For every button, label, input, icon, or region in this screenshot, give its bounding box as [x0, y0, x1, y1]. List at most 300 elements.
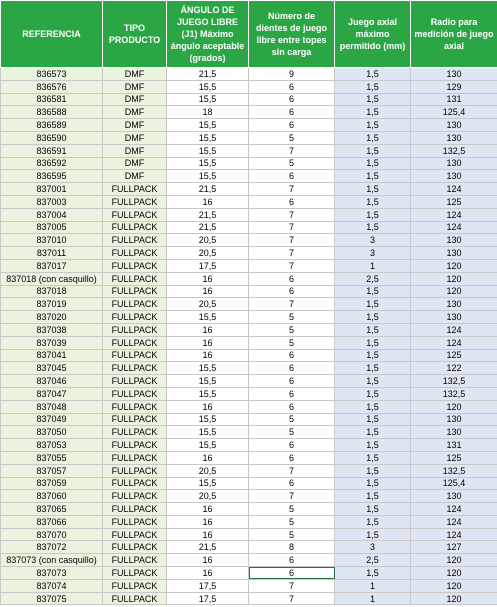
juego-axial-cell[interactable]: 1,5 — [335, 426, 411, 439]
radio-cell[interactable]: 130 — [411, 490, 497, 503]
tipo-producto-cell[interactable]: FULLPACK — [103, 285, 167, 298]
tipo-producto-cell[interactable]: FULLPACK — [103, 541, 167, 554]
juego-axial-cell[interactable]: 1,5 — [335, 157, 411, 170]
radio-cell[interactable]: 130 — [411, 170, 497, 183]
radio-cell[interactable]: 132,5 — [411, 144, 497, 157]
tipo-producto-cell[interactable]: FULLPACK — [103, 195, 167, 208]
angulo-cell[interactable]: 16 — [167, 451, 249, 464]
juego-axial-cell[interactable]: 1,5 — [335, 68, 411, 81]
tipo-producto-cell[interactable]: DMF — [103, 93, 167, 106]
dientes-cell[interactable]: 5 — [249, 311, 335, 324]
table-row — [1, 490, 497, 503]
juego-axial-cell[interactable]: 1,5 — [335, 311, 411, 324]
header-juego-axial[interactable]: Juego axial máximo permitido (mm) — [335, 1, 411, 68]
table-row — [1, 208, 497, 221]
tipo-producto-cell[interactable]: FULLPACK — [103, 183, 167, 196]
referencia-cell[interactable]: 836591 — [1, 144, 103, 157]
table-row — [1, 106, 497, 119]
dientes-cell[interactable]: 6 — [249, 106, 335, 119]
referencia-cell[interactable]: 837017 — [1, 259, 103, 272]
dientes-cell[interactable]: 5 — [249, 336, 335, 349]
dientes-cell[interactable]: 6 — [249, 400, 335, 413]
table-row — [1, 247, 497, 260]
radio-cell[interactable]: 130 — [411, 311, 497, 324]
table-body — [1, 68, 497, 605]
angulo-cell[interactable]: 16 — [167, 272, 249, 285]
referencia-cell[interactable]: 837018 — [1, 285, 103, 298]
dientes-cell[interactable]: 5 — [249, 503, 335, 516]
tipo-producto-cell[interactable]: DMF — [103, 106, 167, 119]
juego-axial-cell[interactable]: 1,5 — [335, 106, 411, 119]
angulo-cell[interactable]: 20,5 — [167, 247, 249, 260]
referencia-cell[interactable]: 837046 — [1, 375, 103, 388]
juego-axial-cell[interactable]: 1,5 — [335, 528, 411, 541]
tipo-producto-cell[interactable]: FULLPACK — [103, 579, 167, 592]
radio-cell[interactable]: 129 — [411, 80, 497, 93]
table-row — [1, 349, 497, 362]
dientes-cell[interactable]: 6 — [249, 272, 335, 285]
referencia-cell[interactable]: 837010 — [1, 234, 103, 247]
table-row — [1, 592, 497, 605]
table-row — [1, 195, 497, 208]
radio-cell[interactable]: 124 — [411, 503, 497, 516]
juego-axial-cell[interactable]: 1,5 — [335, 195, 411, 208]
referencia-cell[interactable]: 837065 — [1, 503, 103, 516]
dientes-cell[interactable]: 8 — [249, 541, 335, 554]
radio-cell[interactable]: 120 — [411, 285, 497, 298]
tipo-producto-cell[interactable]: FULLPACK — [103, 592, 167, 605]
tipo-producto-cell[interactable]: FULLPACK — [103, 490, 167, 503]
angulo-cell[interactable]: 17,5 — [167, 579, 249, 592]
tipo-producto-cell[interactable]: FULLPACK — [103, 375, 167, 388]
radio-cell[interactable]: 124 — [411, 208, 497, 221]
angulo-cell[interactable]: 15,5 — [167, 375, 249, 388]
juego-axial-cell[interactable]: 1,5 — [335, 515, 411, 528]
referencia-cell[interactable]: 837073 (con casquillo) — [1, 554, 103, 567]
dientes-cell[interactable]: 7 — [249, 464, 335, 477]
juego-axial-cell[interactable]: 1,5 — [335, 285, 411, 298]
referencia-cell[interactable]: 837020 — [1, 311, 103, 324]
dientes-cell[interactable]: 7 — [249, 221, 335, 234]
tipo-producto-cell[interactable]: DMF — [103, 119, 167, 132]
juego-axial-cell[interactable]: 1,5 — [335, 349, 411, 362]
dientes-cell[interactable]: 7 — [249, 579, 335, 592]
radio-cell[interactable]: 125 — [411, 195, 497, 208]
juego-axial-cell[interactable]: 1,5 — [335, 567, 411, 580]
table-row — [1, 80, 497, 93]
radio-cell[interactable]: 120 — [411, 592, 497, 605]
dientes-cell[interactable]: 5 — [249, 131, 335, 144]
angulo-cell[interactable]: 15,5 — [167, 311, 249, 324]
juego-axial-cell[interactable]: 1,5 — [335, 170, 411, 183]
angulo-cell[interactable]: 20,5 — [167, 490, 249, 503]
tipo-producto-cell[interactable]: DMF — [103, 80, 167, 93]
radio-cell[interactable]: 124 — [411, 528, 497, 541]
referencia-cell[interactable]: 836588 — [1, 106, 103, 119]
radio-cell[interactable]: 130 — [411, 298, 497, 311]
angulo-cell[interactable]: 20,5 — [167, 464, 249, 477]
radio-cell[interactable]: 120 — [411, 554, 497, 567]
table-row — [1, 464, 497, 477]
referencia-cell[interactable]: 836590 — [1, 131, 103, 144]
juego-axial-cell[interactable]: 1,5 — [335, 336, 411, 349]
referencia-cell[interactable]: 837005 — [1, 221, 103, 234]
dientes-cell[interactable]: 5 — [249, 528, 335, 541]
tipo-producto-cell[interactable]: FULLPACK — [103, 439, 167, 452]
table-row — [1, 259, 497, 272]
radio-cell[interactable]: 120 — [411, 567, 497, 580]
dientes-cell[interactable]: 7 — [249, 144, 335, 157]
angulo-cell[interactable]: 20,5 — [167, 234, 249, 247]
radio-cell[interactable]: 125,4 — [411, 477, 497, 490]
table-row — [1, 119, 497, 132]
table-row — [1, 157, 497, 170]
tipo-producto-cell[interactable]: FULLPACK — [103, 247, 167, 260]
tipo-producto-cell[interactable]: FULLPACK — [103, 413, 167, 426]
referencia-cell[interactable]: 837066 — [1, 515, 103, 528]
tipo-producto-cell[interactable]: DMF — [103, 131, 167, 144]
angulo-cell[interactable]: 16 — [167, 349, 249, 362]
dientes-cell[interactable]: 9 — [249, 68, 335, 81]
angulo-cell[interactable]: 16 — [167, 503, 249, 516]
radio-cell[interactable]: 130 — [411, 247, 497, 260]
dientes-cell[interactable]: 7 — [249, 183, 335, 196]
dientes-cell[interactable]: 6 — [249, 554, 335, 567]
tipo-producto-cell[interactable]: FULLPACK — [103, 515, 167, 528]
dientes-cell[interactable]: 6 — [249, 387, 335, 400]
tipo-producto-cell[interactable]: FULLPACK — [103, 259, 167, 272]
table-row — [1, 285, 497, 298]
radio-cell[interactable]: 120 — [411, 272, 497, 285]
radio-cell[interactable]: 124 — [411, 336, 497, 349]
radio-cell[interactable]: 132,5 — [411, 387, 497, 400]
table-row — [1, 298, 497, 311]
table-row — [1, 503, 497, 516]
table-row — [1, 221, 497, 234]
dientes-cell[interactable]: 6 — [249, 477, 335, 490]
juego-axial-cell[interactable]: 1 — [335, 592, 411, 605]
referencia-cell[interactable]: 837073 — [1, 567, 103, 580]
tipo-producto-cell[interactable]: FULLPACK — [103, 554, 167, 567]
radio-cell[interactable]: 127 — [411, 541, 497, 554]
table-row — [1, 234, 497, 247]
dientes-cell[interactable]: 6 — [249, 567, 335, 580]
tipo-producto-cell[interactable]: FULLPACK — [103, 464, 167, 477]
radio-cell[interactable]: 130 — [411, 68, 497, 81]
tipo-producto-cell[interactable]: FULLPACK — [103, 528, 167, 541]
referencia-cell[interactable]: 837048 — [1, 400, 103, 413]
angulo-cell[interactable]: 16 — [167, 336, 249, 349]
angulo-cell[interactable]: 15,5 — [167, 131, 249, 144]
juego-axial-cell[interactable]: 3 — [335, 247, 411, 260]
referencia-cell[interactable]: 837055 — [1, 451, 103, 464]
dientes-cell[interactable]: 5 — [249, 157, 335, 170]
juego-axial-cell[interactable]: 1,5 — [335, 119, 411, 132]
referencia-cell[interactable]: 837049 — [1, 413, 103, 426]
tipo-producto-cell[interactable]: DMF — [103, 144, 167, 157]
referencia-cell[interactable]: 836595 — [1, 170, 103, 183]
referencia-cell[interactable]: 837045 — [1, 362, 103, 375]
radio-cell[interactable]: 132,5 — [411, 375, 497, 388]
angulo-cell[interactable]: 16 — [167, 195, 249, 208]
radio-cell[interactable]: 124 — [411, 323, 497, 336]
juego-axial-cell[interactable]: 1,5 — [335, 323, 411, 336]
angulo-cell[interactable]: 16 — [167, 400, 249, 413]
tipo-producto-cell[interactable]: FULLPACK — [103, 208, 167, 221]
juego-axial-cell[interactable]: 1,5 — [335, 131, 411, 144]
dientes-cell[interactable]: 5 — [249, 413, 335, 426]
tipo-producto-cell[interactable]: FULLPACK — [103, 362, 167, 375]
angulo-cell[interactable]: 15,5 — [167, 93, 249, 106]
radio-cell[interactable]: 130 — [411, 413, 497, 426]
referencia-cell[interactable]: 837004 — [1, 208, 103, 221]
angulo-cell[interactable]: 16 — [167, 515, 249, 528]
angulo-cell[interactable]: 15,5 — [167, 387, 249, 400]
tipo-producto-cell[interactable]: FULLPACK — [103, 400, 167, 413]
table-row — [1, 93, 497, 106]
tipo-producto-cell[interactable]: FULLPACK — [103, 451, 167, 464]
dientes-cell[interactable]: 6 — [249, 195, 335, 208]
radio-cell[interactable]: 130 — [411, 131, 497, 144]
radio-cell[interactable]: 124 — [411, 183, 497, 196]
table-row — [1, 272, 497, 285]
table-row — [1, 439, 497, 452]
dientes-cell[interactable]: 7 — [249, 490, 335, 503]
tipo-producto-cell[interactable]: FULLPACK — [103, 336, 167, 349]
tipo-producto-cell[interactable]: FULLPACK — [103, 311, 167, 324]
juego-axial-cell[interactable]: 1,5 — [335, 439, 411, 452]
dientes-cell[interactable]: 6 — [249, 285, 335, 298]
angulo-cell[interactable]: 15,5 — [167, 80, 249, 93]
dientes-cell[interactable]: 7 — [249, 247, 335, 260]
angulo-cell[interactable]: 16 — [167, 567, 249, 580]
radio-cell[interactable]: 120 — [411, 259, 497, 272]
referencia-cell[interactable]: 837019 — [1, 298, 103, 311]
angulo-cell[interactable]: 15,5 — [167, 362, 249, 375]
dientes-cell[interactable]: 6 — [249, 119, 335, 132]
table-row — [1, 311, 497, 324]
table-row — [1, 144, 497, 157]
juego-axial-cell[interactable]: 1,5 — [335, 477, 411, 490]
angulo-cell[interactable]: 15,5 — [167, 413, 249, 426]
angulo-cell[interactable]: 16 — [167, 554, 249, 567]
radio-cell[interactable]: 120 — [411, 579, 497, 592]
juego-axial-cell[interactable]: 1,5 — [335, 503, 411, 516]
juego-axial-cell[interactable]: 1,5 — [335, 413, 411, 426]
tipo-producto-cell[interactable]: DMF — [103, 68, 167, 81]
table-row — [1, 541, 497, 554]
referencia-cell[interactable]: 837001 — [1, 183, 103, 196]
table-row — [1, 554, 497, 567]
dientes-cell[interactable]: 5 — [249, 515, 335, 528]
juego-axial-cell[interactable]: 1,5 — [335, 208, 411, 221]
table-row — [1, 426, 497, 439]
angulo-cell[interactable]: 15,5 — [167, 144, 249, 157]
header-radio-medicion[interactable]: Radio para medición de juego axial — [411, 1, 497, 68]
angulo-cell[interactable]: 21,5 — [167, 68, 249, 81]
tipo-producto-cell[interactable]: FULLPACK — [103, 426, 167, 439]
tipo-producto-cell[interactable]: FULLPACK — [103, 221, 167, 234]
table-row — [1, 387, 497, 400]
juego-axial-cell[interactable]: 1,5 — [335, 93, 411, 106]
referencia-cell[interactable]: 837038 — [1, 323, 103, 336]
radio-cell[interactable]: 130 — [411, 119, 497, 132]
table-row — [1, 68, 497, 81]
radio-cell[interactable]: 125 — [411, 349, 497, 362]
angulo-cell[interactable]: 17,5 — [167, 259, 249, 272]
header-numero-dientes[interactable]: Número de dientes de juego libre entre topes sin carga — [249, 1, 335, 68]
header-row — [1, 1, 497, 68]
tipo-producto-cell[interactable]: FULLPACK — [103, 387, 167, 400]
juego-axial-cell[interactable]: 1 — [335, 579, 411, 592]
referencia-cell[interactable]: 837057 — [1, 464, 103, 477]
referencia-cell[interactable]: 837018 (con casquillo) — [1, 272, 103, 285]
dientes-cell[interactable]: 7 — [249, 592, 335, 605]
tipo-producto-cell[interactable]: DMF — [103, 170, 167, 183]
dientes-cell[interactable]: 6 — [249, 93, 335, 106]
angulo-cell[interactable]: 21,5 — [167, 183, 249, 196]
radio-cell[interactable]: 124 — [411, 221, 497, 234]
juego-axial-cell[interactable]: 1,5 — [335, 144, 411, 157]
tipo-producto-cell[interactable]: DMF — [103, 157, 167, 170]
referencia-cell[interactable]: 837011 — [1, 247, 103, 260]
tipo-producto-cell[interactable]: FULLPACK — [103, 234, 167, 247]
angulo-cell[interactable]: 16 — [167, 528, 249, 541]
juego-axial-cell[interactable]: 1,5 — [335, 298, 411, 311]
table-row — [1, 528, 497, 541]
table-row — [1, 413, 497, 426]
dientes-cell[interactable]: 7 — [249, 259, 335, 272]
referencia-cell[interactable]: 837050 — [1, 426, 103, 439]
angulo-cell[interactable]: 15,5 — [167, 477, 249, 490]
juego-axial-cell[interactable]: 1,5 — [335, 490, 411, 503]
table-row — [1, 375, 497, 388]
tipo-producto-cell[interactable]: FULLPACK — [103, 272, 167, 285]
referencia-cell[interactable]: 837039 — [1, 336, 103, 349]
dientes-cell[interactable]: 6 — [249, 170, 335, 183]
angulo-cell[interactable]: 20,5 — [167, 298, 249, 311]
referencia-cell[interactable]: 837074 — [1, 579, 103, 592]
referencia-cell[interactable]: 837059 — [1, 477, 103, 490]
angulo-cell[interactable]: 16 — [167, 285, 249, 298]
tipo-producto-cell[interactable]: FULLPACK — [103, 503, 167, 516]
juego-axial-cell[interactable]: 1,5 — [335, 80, 411, 93]
angulo-cell[interactable]: 15,5 — [167, 119, 249, 132]
table-row — [1, 362, 497, 375]
referencia-cell[interactable]: 836581 — [1, 93, 103, 106]
angulo-cell[interactable]: 15,5 — [167, 426, 249, 439]
tipo-producto-cell[interactable]: FULLPACK — [103, 567, 167, 580]
dientes-cell[interactable]: 5 — [249, 426, 335, 439]
table-row — [1, 131, 497, 144]
radio-cell[interactable]: 120 — [411, 400, 497, 413]
radio-cell[interactable]: 122 — [411, 362, 497, 375]
table-row — [1, 183, 497, 196]
dientes-cell[interactable]: 6 — [249, 451, 335, 464]
juego-axial-cell[interactable]: 1 — [335, 259, 411, 272]
table-row — [1, 477, 497, 490]
radio-cell[interactable]: 125 — [411, 451, 497, 464]
referencia-cell[interactable]: 837041 — [1, 349, 103, 362]
tipo-producto-cell[interactable]: FULLPACK — [103, 323, 167, 336]
table-row — [1, 579, 497, 592]
dientes-cell[interactable]: 6 — [249, 439, 335, 452]
juego-axial-cell[interactable]: 3 — [335, 541, 411, 554]
angulo-cell[interactable]: 21,5 — [167, 208, 249, 221]
dientes-cell[interactable]: 7 — [249, 298, 335, 311]
dientes-cell[interactable]: 6 — [249, 80, 335, 93]
juego-axial-cell[interactable]: 2,5 — [335, 272, 411, 285]
radio-cell[interactable]: 130 — [411, 234, 497, 247]
table-row — [1, 170, 497, 183]
radio-cell[interactable]: 132,5 — [411, 464, 497, 477]
angulo-cell[interactable]: 18 — [167, 106, 249, 119]
dientes-cell[interactable]: 7 — [249, 208, 335, 221]
tipo-producto-cell[interactable]: FULLPACK — [103, 477, 167, 490]
radio-cell[interactable]: 130 — [411, 157, 497, 170]
table-row — [1, 451, 497, 464]
angulo-cell[interactable]: 15,5 — [167, 170, 249, 183]
juego-axial-cell[interactable]: 1,5 — [335, 362, 411, 375]
referencia-cell[interactable]: 837047 — [1, 387, 103, 400]
juego-axial-cell[interactable]: 1,5 — [335, 221, 411, 234]
referencia-cell[interactable]: 836576 — [1, 80, 103, 93]
dientes-cell[interactable]: 7 — [249, 234, 335, 247]
angulo-cell[interactable]: 21,5 — [167, 221, 249, 234]
table-row — [1, 400, 497, 413]
referencia-cell[interactable]: 837070 — [1, 528, 103, 541]
referencia-cell[interactable]: 837003 — [1, 195, 103, 208]
radio-cell[interactable]: 131 — [411, 93, 497, 106]
angulo-cell[interactable]: 15,5 — [167, 157, 249, 170]
referencia-cell[interactable]: 836592 — [1, 157, 103, 170]
referencia-cell[interactable]: 837060 — [1, 490, 103, 503]
header-angulo-juego-libre[interactable]: ÁNGULO DE JUEGO LIBRE (J1) Máximo ángulo aceptable (grados) — [167, 1, 249, 68]
juego-axial-cell[interactable]: 3 — [335, 234, 411, 247]
referencia-cell[interactable]: 836589 — [1, 119, 103, 132]
dientes-cell[interactable]: 6 — [249, 362, 335, 375]
juego-axial-cell[interactable]: 2,5 — [335, 554, 411, 567]
header-tipo-producto[interactable]: TIPO PRODUCTO — [103, 1, 167, 68]
table-row — [1, 567, 497, 580]
angulo-cell[interactable]: 17,5 — [167, 592, 249, 605]
juego-axial-cell[interactable]: 1,5 — [335, 451, 411, 464]
referencia-cell[interactable]: 836573 — [1, 68, 103, 81]
referencia-cell[interactable]: 837053 — [1, 439, 103, 452]
angulo-cell[interactable]: 15,5 — [167, 439, 249, 452]
radio-cell[interactable]: 124 — [411, 515, 497, 528]
radio-cell[interactable]: 131 — [411, 439, 497, 452]
juego-axial-cell[interactable]: 1,5 — [335, 387, 411, 400]
juego-axial-cell[interactable]: 1,5 — [335, 464, 411, 477]
juego-axial-cell[interactable]: 1,5 — [335, 375, 411, 388]
table-row — [1, 323, 497, 336]
header-referencia[interactable]: REFERENCIA — [1, 1, 103, 68]
juego-axial-cell[interactable]: 1,5 — [335, 183, 411, 196]
dientes-cell[interactable]: 6 — [249, 375, 335, 388]
angulo-cell[interactable]: 21,5 — [167, 541, 249, 554]
tipo-producto-cell[interactable]: FULLPACK — [103, 298, 167, 311]
radio-cell[interactable]: 130 — [411, 426, 497, 439]
referencia-cell[interactable]: 837072 — [1, 541, 103, 554]
angulo-cell[interactable]: 16 — [167, 323, 249, 336]
dientes-cell[interactable]: 5 — [249, 323, 335, 336]
tipo-producto-cell[interactable]: FULLPACK — [103, 349, 167, 362]
juego-axial-cell[interactable]: 1,5 — [335, 400, 411, 413]
radio-cell[interactable]: 125,4 — [411, 106, 497, 119]
dientes-cell[interactable]: 6 — [249, 349, 335, 362]
referencia-cell[interactable]: 837075 — [1, 592, 103, 605]
